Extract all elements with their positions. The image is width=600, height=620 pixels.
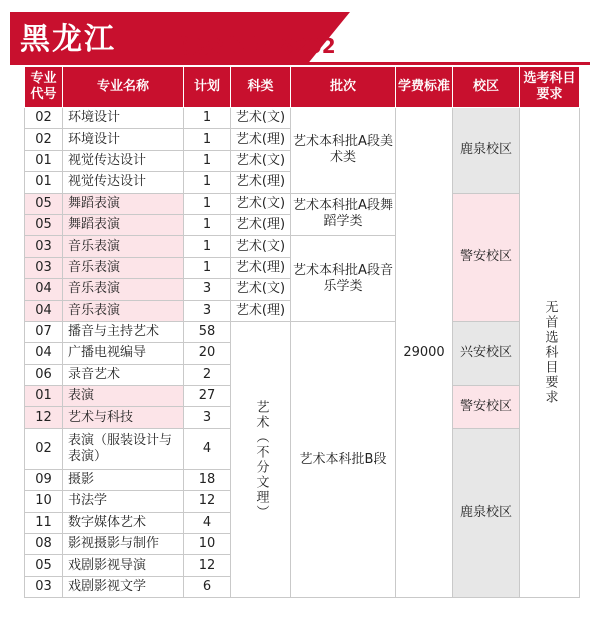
major-name: 戏剧影视文学 bbox=[63, 576, 184, 597]
plan-count: 1 bbox=[184, 108, 231, 129]
campus-cell: 兴安校区 bbox=[453, 321, 520, 385]
table-header-row bbox=[25, 67, 580, 108]
major-name: 数字媒体艺术 bbox=[63, 512, 184, 533]
major-name: 音乐表演 bbox=[63, 279, 184, 300]
plan-count: 10 bbox=[184, 534, 231, 555]
header-cell: 计划 bbox=[184, 67, 231, 108]
header-cell: 批次 bbox=[291, 67, 396, 108]
batch-cell: 艺术本科批B段 bbox=[291, 321, 396, 597]
major-name: 视觉传达设计 bbox=[63, 150, 184, 171]
major-name: 音乐表演 bbox=[63, 300, 184, 321]
plan-count: 1 bbox=[184, 193, 231, 214]
major-name: 环境设计 bbox=[63, 108, 184, 129]
elective-cell bbox=[520, 108, 580, 598]
plan-count: 1 bbox=[184, 129, 231, 150]
batch-cell: 艺术本科批A段美术类 bbox=[291, 108, 396, 194]
header-cell: 专业代号 bbox=[25, 67, 63, 108]
major-name: 视觉传达设计 bbox=[63, 172, 184, 193]
major-name: 影视摄影与制作 bbox=[63, 534, 184, 555]
plan-count: 20 bbox=[184, 343, 231, 364]
major-code: 06 bbox=[25, 364, 63, 385]
plan-count: 1 bbox=[184, 236, 231, 257]
subject-type: 艺术(理) bbox=[231, 129, 291, 150]
plan-count: 2 bbox=[184, 364, 231, 385]
major-code: 05 bbox=[25, 214, 63, 235]
header-divider bbox=[10, 62, 590, 65]
major-name: 播音与主持艺术 bbox=[63, 321, 184, 342]
plan-count: 1 bbox=[184, 214, 231, 235]
plan-count: 4 bbox=[184, 512, 231, 533]
plan-count: 3 bbox=[184, 407, 231, 428]
institution-code: 院校代号：8202 bbox=[180, 34, 336, 58]
enrollment-plan-table bbox=[24, 66, 580, 598]
plan-count: 1 bbox=[184, 257, 231, 278]
table-row bbox=[25, 193, 580, 214]
subject-type: 艺术(理) bbox=[231, 300, 291, 321]
subject-type: 艺术(理) bbox=[231, 172, 291, 193]
subject-type: 艺术(文) bbox=[231, 150, 291, 171]
plan-count: 27 bbox=[184, 386, 231, 407]
major-code: 01 bbox=[25, 150, 63, 171]
major-name: 录音艺术 bbox=[63, 364, 184, 385]
province-title: 黑龙江 bbox=[20, 22, 116, 57]
table-row bbox=[25, 108, 580, 129]
major-name: 艺术与科技 bbox=[63, 407, 184, 428]
major-code: 08 bbox=[25, 534, 63, 555]
plan-count: 58 bbox=[184, 321, 231, 342]
plan-count: 18 bbox=[184, 469, 231, 490]
header-cell: 专业名称 bbox=[63, 67, 184, 108]
major-name: 舞蹈表演 bbox=[63, 193, 184, 214]
batch-cell: 艺术本科批A段舞蹈学类 bbox=[291, 193, 396, 236]
subject-type: 艺术(文) bbox=[231, 236, 291, 257]
subject-type: 艺术(文) bbox=[231, 108, 291, 129]
subject-type: 艺术(理) bbox=[231, 214, 291, 235]
plan-count: 1 bbox=[184, 150, 231, 171]
major-name: 戏剧影视导演 bbox=[63, 555, 184, 576]
major-name: 环境设计 bbox=[63, 129, 184, 150]
plan-count: 3 bbox=[184, 279, 231, 300]
major-code: 05 bbox=[25, 555, 63, 576]
header-cell: 校区 bbox=[453, 67, 520, 108]
table-row bbox=[25, 321, 580, 342]
major-name: 摄影 bbox=[63, 469, 184, 490]
elective-text: 无首选科目要求 bbox=[542, 300, 558, 406]
major-code: 07 bbox=[25, 321, 63, 342]
subject-type: 艺术(理) bbox=[231, 257, 291, 278]
major-code: 01 bbox=[25, 386, 63, 407]
major-name: 音乐表演 bbox=[63, 236, 184, 257]
major-name: 书法学 bbox=[63, 491, 184, 512]
subject-type-text: 艺术（不分文理） bbox=[253, 399, 269, 520]
major-code: 04 bbox=[25, 300, 63, 321]
plan-count: 6 bbox=[184, 576, 231, 597]
major-name: 广播电视编导 bbox=[63, 343, 184, 364]
plan-count: 3 bbox=[184, 300, 231, 321]
header-cell: 学费标准 bbox=[396, 67, 453, 108]
major-code: 11 bbox=[25, 512, 63, 533]
campus-cell: 警安校区 bbox=[453, 386, 520, 429]
plan-count: 4 bbox=[184, 428, 231, 469]
major-code: 02 bbox=[25, 108, 63, 129]
plan-count: 12 bbox=[184, 491, 231, 512]
major-code: 05 bbox=[25, 193, 63, 214]
subject-type: 艺术(文) bbox=[231, 193, 291, 214]
major-name: 舞蹈表演 bbox=[63, 214, 184, 235]
major-name: 音乐表演 bbox=[63, 257, 184, 278]
major-code: 04 bbox=[25, 343, 63, 364]
plan-count: 12 bbox=[184, 555, 231, 576]
major-code: 01 bbox=[25, 172, 63, 193]
major-code: 02 bbox=[25, 428, 63, 469]
major-code: 04 bbox=[25, 279, 63, 300]
major-name: 表演 bbox=[63, 386, 184, 407]
subject-type: 艺术(文) bbox=[231, 279, 291, 300]
subject-type-merged bbox=[231, 321, 291, 597]
batch-cell: 艺术本科批A段音乐学类 bbox=[291, 236, 396, 322]
major-code: 12 bbox=[25, 407, 63, 428]
tuition-cell: 29000 bbox=[396, 108, 453, 598]
major-name: 表演（服装设计与表演） bbox=[63, 428, 184, 469]
major-code: 03 bbox=[25, 576, 63, 597]
major-code: 09 bbox=[25, 469, 63, 490]
major-code: 10 bbox=[25, 491, 63, 512]
campus-cell: 鹿泉校区 bbox=[453, 428, 520, 597]
major-code: 02 bbox=[25, 129, 63, 150]
header-cell: 选考科目要求 bbox=[520, 67, 580, 108]
plan-count: 1 bbox=[184, 172, 231, 193]
header-cell: 科类 bbox=[231, 67, 291, 108]
campus-cell: 警安校区 bbox=[453, 193, 520, 321]
major-code: 03 bbox=[25, 236, 63, 257]
campus-cell: 鹿泉校区 bbox=[453, 108, 520, 194]
major-code: 03 bbox=[25, 257, 63, 278]
